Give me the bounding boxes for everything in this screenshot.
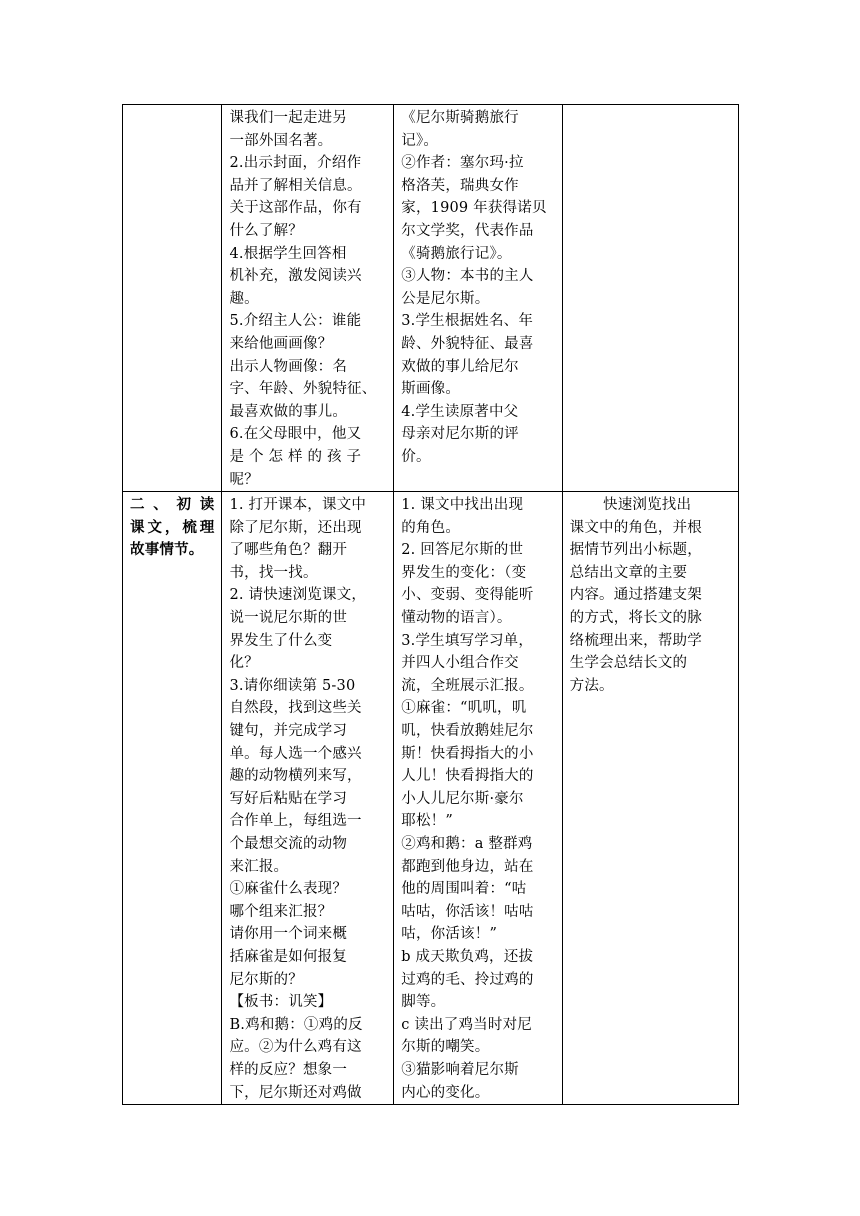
cell-text-line: 一部外国名著。 [229, 132, 333, 149]
cell-text-line: 总结出文章的主要 [569, 564, 688, 581]
cell-text-line: 4.根据学生回答相 [229, 245, 347, 262]
cell-text-line: 价。 [401, 448, 431, 465]
cell-text-line: 过鸡的毛、拎过鸡的 [401, 971, 534, 988]
cell-text-line: 化？ [229, 655, 259, 672]
cell-text-line: 趣。 [229, 290, 259, 307]
cell-text-line: 单。每人选一个感兴 [229, 745, 362, 762]
cell-text-line: 咕咕，你活该！咕咕 [401, 903, 534, 920]
cell-text-line: 《尼尔斯骑鹅旅行 [401, 110, 519, 126]
cell-text-line: 故事情节。 [130, 541, 204, 559]
teacher-activity-cell [222, 492, 394, 1105]
cell-text-line: 叽，快看放鹅娃尼尔 [401, 723, 534, 740]
cell-text-line: 母亲对尼尔斯的评 [401, 426, 519, 443]
cell-text-line: 2. 回答尼尔斯的世 [401, 542, 524, 559]
cell-text-line: B.鸡和鹅：①鸡的反 [229, 1016, 363, 1033]
cell-text-line: 界发生了什么变 [229, 632, 333, 649]
cell-text-line: 公是尼尔斯。 [401, 290, 490, 307]
cell-text-line: 尔文学奖，代表作品 [401, 222, 534, 239]
cell-text-line: 书，找一找。 [229, 564, 318, 581]
cell-text-line: 什么了解？ [229, 222, 303, 239]
cell-text-line: 1. 课文中找出出现 [401, 497, 524, 514]
cell-text-line: 5.介绍主人公：谁能 [229, 313, 362, 330]
cell-text-line: 个最想交流的动物 [229, 836, 348, 852]
cell-text-line: 小人儿尼尔斯·豪尔 [401, 790, 524, 807]
cell-text-line: 趣的动物横列来写， [229, 768, 362, 785]
cell-text-line: ②鸡和鹅：a 整群鸡 [401, 836, 533, 852]
cell-text-line: 了哪些角色？翻开 [229, 542, 348, 559]
cell-text-line: 键句，并完成学习 [229, 723, 348, 740]
cell-text-line: 6.在父母眼中，他又 [229, 426, 362, 443]
cell-text-line: b 成天欺负鸡，还拔 [401, 948, 534, 965]
table-row [123, 492, 739, 1105]
design-intent-cell [562, 105, 738, 492]
student-activity-cell [394, 492, 562, 1105]
cell-text-line: 家，1909 年获得诺贝 [401, 200, 547, 217]
cell-text-line: 小、变弱、变得能听 [401, 587, 534, 604]
cell-text-line: 2.出示封面，介绍作 [229, 155, 362, 172]
cell-text-line: ③人物：本书的主人 [401, 268, 534, 285]
cell-text-line: 哪个组来汇报？ [229, 903, 333, 920]
design-intent-cell [562, 492, 738, 1105]
cell-text-line: 机补充，激发阅读兴 [229, 268, 362, 285]
cell-text-line: 方法。 [569, 677, 614, 694]
cell-text-line: 内心的变化。 [401, 1084, 490, 1101]
cell-text-line: 课我们一起走进另 [229, 110, 348, 126]
cell-text-line: 2. 请快速浏览课文， [229, 587, 367, 604]
cell-text-line: 耶松！” [401, 813, 453, 830]
cell-text-line: 出示人物画像：名 [229, 358, 348, 375]
cell-text-line: 说一说尼尔斯的世 [229, 610, 348, 627]
cell-text-line: 的角色。 [401, 519, 461, 536]
cell-text-line: 斯画像。 [401, 381, 461, 398]
cell-text-line: 并四人小组合作交 [401, 655, 519, 672]
cell-text-line: 欢做的事儿给尼尔 [401, 358, 519, 375]
cell-text-line: ③猫影响着尼尔斯 [401, 1061, 519, 1078]
cell-text-line: 斯！快看拇指大的小 [401, 745, 534, 762]
cell-text-line: 3.学生填写学习单， [401, 632, 534, 649]
lesson-plan-table [122, 104, 739, 1105]
teacher-activity-cell [222, 105, 394, 492]
cell-text-line: 记》。 [401, 132, 439, 149]
table-row [123, 105, 739, 492]
student-activity-cell [394, 105, 562, 492]
cell-text-line: 括麻雀是如何报复 [229, 948, 348, 965]
cell-text-line: 合作单上，每组选一 [229, 813, 362, 830]
cell-text-line: 3.学生根据姓名、年 [401, 313, 534, 330]
cell-text-line: 1. 打开课本，课文中 [229, 497, 367, 514]
cell-text-line: 请你用一个词来概 [229, 926, 348, 943]
cell-text-line: 课文，梳理 [130, 518, 215, 536]
cell-text-line: 格洛芙，瑞典女作 [401, 177, 519, 194]
cell-text-line: 来汇报。 [229, 858, 289, 875]
stage-cell [123, 105, 222, 492]
cell-text-line: c 读出了鸡当时对尼 [401, 1016, 532, 1033]
stage-cell [123, 492, 222, 1105]
cell-text-line: 咕，你活该！” [401, 926, 498, 943]
cell-text-line: 除了尼尔斯，还出现 [229, 519, 362, 536]
cell-text-line: 懂动物的语言）。 [401, 610, 512, 627]
cell-text-line: 4.学生读原著中父 [401, 403, 519, 420]
cell-text-line: 龄、外貌特征、最喜 [401, 335, 534, 352]
cell-text-line: 样的反应？想象一 [229, 1061, 348, 1078]
cell-text-line: 的方式，将长文的脉 [569, 610, 702, 627]
cell-text-line: 尼尔斯的？ [229, 971, 303, 988]
cell-text-line: 最喜欢做的事儿。 [229, 403, 348, 420]
cell-text-line: 是 个 怎 样 的 孩 子 [229, 448, 362, 465]
cell-text-line: 他的周围叫着：“咕 [401, 881, 527, 898]
cell-text-line: 人儿！快看拇指大的 [401, 768, 534, 785]
cell-text-line: 脚等。 [401, 994, 446, 1011]
cell-text-line: 界发生的变化：（变 [401, 564, 527, 581]
cell-text-line: 关于这部作品，你有 [229, 200, 362, 217]
cell-text-line: 《骑鹅旅行记》。 [401, 245, 512, 262]
cell-text-line: 应。②为什么鸡有这 [229, 1039, 362, 1056]
cell-text-line: 都跑到他身边，站在 [401, 858, 534, 875]
cell-text-line: 呢？ [229, 471, 259, 488]
cell-text-line: 写好后粘贴在学习 [229, 790, 348, 807]
cell-text-line: ①麻雀什么表现？ [229, 881, 348, 898]
cell-text-line: 来给他画画像？ [229, 335, 333, 352]
cell-text-line: 快速浏览找出 [603, 497, 692, 514]
cell-text-line: 品并了解相关信息。 [229, 177, 362, 194]
cell-text-line: 课文中的角色，并根 [569, 519, 702, 536]
cell-text-line: 内容。通过搭建支架 [569, 587, 702, 604]
cell-text-line: 二、初读 [130, 496, 215, 514]
cell-text-line: 尔斯的嘲笑。 [401, 1039, 490, 1056]
cell-text-line: 流，全班展示汇报。 [401, 677, 534, 694]
cell-text-line: 字、年龄、外貌特征、 [229, 381, 377, 398]
cell-text-line: 自然段，找到这些关 [229, 700, 362, 717]
cell-text-line: 3.请你细读第 5-30 [229, 677, 356, 694]
cell-text-line: 【板书：讥笑】 [229, 994, 333, 1011]
cell-text-line: ②作者：塞尔玛·拉 [401, 155, 524, 172]
cell-text-line: 据情节列出小标题， [569, 542, 702, 559]
cell-text-line: 生学会总结长文的 [569, 655, 688, 672]
cell-text-line: 络梳理出来，帮助学 [569, 632, 702, 649]
cell-text-line: 下，尼尔斯还对鸡做 [229, 1084, 362, 1101]
cell-text-line: ①麻雀：“叽叽，叽 [401, 700, 527, 717]
